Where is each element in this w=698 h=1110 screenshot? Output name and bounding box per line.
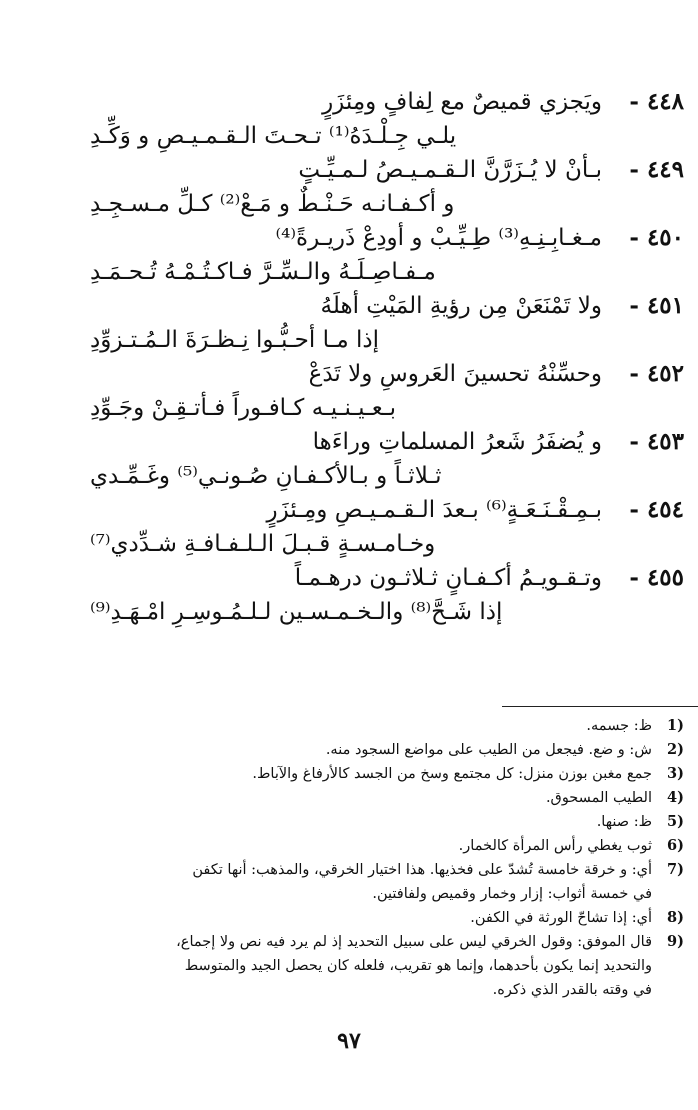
verse-first-hemistich: و يُضفَرُ شَعرُ المسلماتِ وراءَها — [312, 429, 602, 455]
verse-first-hemistich: وحسِّنْهُ تحسينَ العَروسِ ولا تَدَعْ — [308, 361, 602, 387]
footnote-number: (2 — [667, 741, 684, 758]
footnote-number: (6 — [667, 837, 684, 854]
footnote-2 — [14, 738, 684, 762]
verse-list — [90, 80, 684, 624]
footnote-4 — [14, 786, 684, 810]
footnote-8 — [14, 906, 684, 930]
footnote-text: ظ: جسمه. — [586, 718, 652, 734]
footnote-3 — [14, 762, 684, 786]
footnote-text-continued: والتحديد إنما يكون بأحدهما، وإنما هو تقريب، فلعله كان يحصل الجيد والمتوسط — [184, 958, 652, 974]
verse-number: ٤٥٢ - — [629, 360, 684, 387]
verse-number: ٤٥١ - — [629, 292, 684, 319]
footnote-text-continued-2: في وقته بالقدر الذي ذكره. — [492, 982, 652, 998]
footnote-number: (7 — [667, 861, 684, 878]
footnote-number: (5 — [667, 813, 684, 830]
footnote-number: (3 — [667, 765, 684, 782]
verse-second-hemistich: إذا شَـحَّ⁽⁸⁾ والـخـمـسـين لـلـمُـوسِـرِ امْـهَـدِ⁽⁹⁾ — [90, 599, 503, 625]
footnote-text: أي: إذا تشاحّ الورثة في الكفن. — [470, 910, 652, 926]
verse-455 — [90, 556, 684, 624]
footnote-text: الطيب المسحوق. — [545, 790, 652, 806]
footnote-text: ظ: صنها. — [596, 814, 652, 830]
verse-second-hemistich: بـعـيـنـيـه كـافـوراً فـأتـقِـنْ وجَـوِّدِ — [90, 395, 397, 421]
page-number: ٩٧ — [337, 1028, 361, 1054]
footnote-number: (4 — [667, 789, 684, 806]
verse-second-hemistich: وخـامـسـةٍ قـبـلَ الـلـفـافـةِ شـدِّدي⁽⁷⁾ — [90, 531, 436, 557]
verse-first-hemistich: ويَجزي قميصٌ مع لِفافٍ ومِئزَرٍ — [322, 89, 602, 115]
verse-452 — [90, 352, 684, 420]
footnotes — [14, 714, 684, 1002]
footnote-text: جمع مغبن بوزن منزل: كل مجتمع وسخ من الجسد كالأرفاغ والآباط. — [252, 766, 652, 782]
footnote-text-continued: في خمسة أثواب: إزار وخمار وقميص ولفافتين. — [372, 886, 652, 902]
verse-448 — [90, 80, 684, 148]
verse-second-hemistich: مـفـاصِـلَـهُ والـسِّـرَّ فـاكـتُـمْـهُ تُـحـمَـدِ — [90, 259, 436, 285]
verse-450 — [90, 216, 684, 284]
footnote-text: أي: و خرقة خامسة تُشدّ على فخذيها. هذا اختيار الخرقي، والمذهب: أنها تكفن — [192, 862, 652, 878]
footnote-7 — [14, 858, 684, 906]
footnote-5 — [14, 810, 684, 834]
footnote-text: ثوب يغطي رأس المرأة كالخمار. — [458, 838, 652, 854]
footnote-number: (8 — [667, 909, 684, 926]
footnote-1 — [14, 714, 684, 738]
footnote-number: (9 — [667, 933, 684, 950]
verse-first-hemistich: بـأنْ لا يُـزَرَّنَّ الـقـمـيـصُ لـمـيِّـتٍ — [298, 157, 602, 183]
verse-453 — [90, 420, 684, 488]
verse-first-hemistich: ولا تَمْنَعَنْ مِن رؤيةِ المَيْتِ أهلَهُ — [320, 293, 602, 319]
footnote-text: ش: و ضع. فيجعل من الطيب على مواضع السجود منه. — [325, 742, 652, 758]
footnote-text: قال الموفق: وقول الخرقي ليس على سبيل التحديد إذ لم يرد فيه نص ولا إجماع، — [176, 934, 652, 950]
footnote-9 — [14, 930, 684, 1002]
verse-second-hemistich: ثـلاثـاً و بـالأكـفـانِ صُـونـي⁽⁵⁾ وغَـمِّـدي — [90, 463, 442, 489]
verse-number: ٤٤٨ - — [629, 88, 684, 115]
footnote-number: (1 — [667, 717, 684, 734]
verse-first-hemistich: وتـقـويـمُ أكـفـانٍ ثـلاثـون درهـمـاً — [294, 565, 602, 591]
verse-449 — [90, 148, 684, 216]
verse-first-hemistich: مـغـابِـنِـهِ⁽³⁾ طِـيِّـبْ و أودِعْ ذَريـرةً⁽⁴⁾ — [275, 225, 602, 251]
verse-number: ٤٥٤ - — [629, 496, 684, 523]
verse-number: ٤٤٩ - — [629, 156, 684, 183]
verse-second-hemistich: و أكـفـانـه حَـنْـطٌ و مَـعْ⁽²⁾ كـلِّ مـسـجِـدِ — [90, 191, 455, 217]
verse-first-hemistich: بـمِـقْـنَـعَـةٍ⁽⁶⁾ بـعدَ الـقـمـيـصِ ومِـئزَرٍ — [266, 497, 602, 523]
verse-number: ٤٥٣ - — [629, 428, 684, 455]
verse-second-hemistich: إذا مـا أحـبُّـوا نِـظـرَةَ الـمُـتـزوِّدِ — [90, 327, 380, 353]
verse-number: ٤٥٥ - — [629, 564, 684, 591]
footnote-separator — [502, 706, 698, 707]
footnote-6 — [14, 834, 684, 858]
verse-number: ٤٥٠ - — [629, 224, 684, 251]
verse-second-hemistich: يلـي جِـلْـدَهُ⁽¹⁾ تـحـتَ الـقـمـيـصِ و وَكِّـدِ — [90, 123, 457, 149]
verse-454 — [90, 488, 684, 556]
verse-451 — [90, 284, 684, 352]
